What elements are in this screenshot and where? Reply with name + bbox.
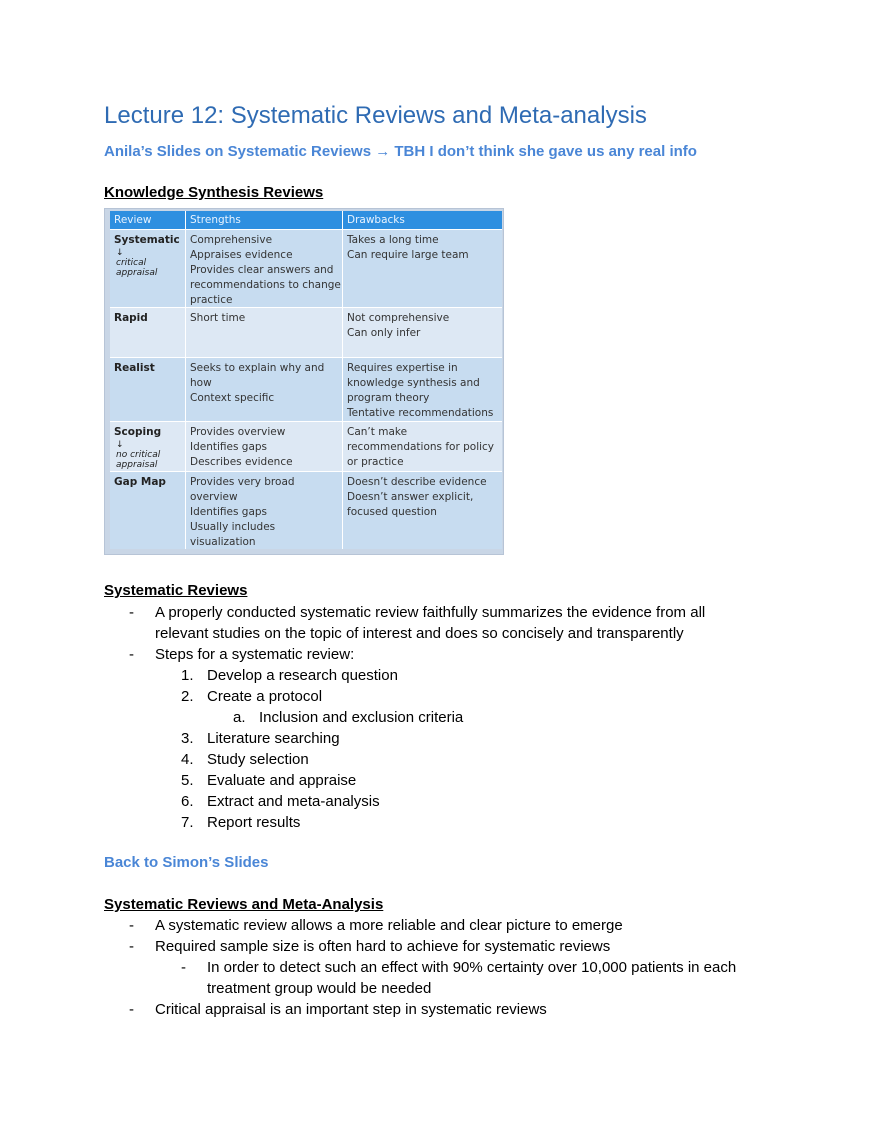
table-header-cell: Strengths xyxy=(185,211,342,229)
strengths-line: overview xyxy=(190,491,238,503)
drawbacks-line: Tentative recommendations xyxy=(347,407,494,419)
review-type-name: Scoping xyxy=(114,426,162,438)
table-row xyxy=(110,229,502,307)
strengths-line: Provides very broad xyxy=(190,476,295,488)
sub-bullet-text: In order to detect such an effect with 90% certainty over 10,000 patients in each xyxy=(207,959,737,976)
strengths-line: Usually includes xyxy=(190,521,276,533)
strengths-cell xyxy=(185,308,342,357)
review-type-cell xyxy=(110,472,185,549)
strengths-line: how xyxy=(190,377,212,389)
strengths-line: Identifies gaps xyxy=(190,506,268,518)
subtitle: Anila’s Slides on Systematic Reviews → TBH I don’t think she gave us any real info xyxy=(104,143,697,160)
step-text: Develop a research question xyxy=(207,667,398,684)
back-to-simon-link[interactable]: Back to Simon’s Slides xyxy=(104,854,269,871)
knowledge-synthesis-heading: Knowledge Synthesis Reviews xyxy=(104,184,324,201)
strengths-line: Provides clear answers and xyxy=(190,264,334,276)
strengths-line: Comprehensive xyxy=(190,234,273,246)
review-type-name: Gap Map xyxy=(114,476,166,488)
knowledge-synthesis-table xyxy=(104,208,504,555)
strengths-cell xyxy=(185,230,342,307)
strengths-cell xyxy=(185,472,342,549)
step-number: 2. xyxy=(181,688,194,705)
handwritten-note: ↓ xyxy=(116,440,124,450)
strengths-line: visualization xyxy=(190,536,256,548)
strengths-line: Short time xyxy=(190,312,246,324)
drawbacks-line: Can require large team xyxy=(347,249,469,261)
strengths-line: Identifies gaps xyxy=(190,441,268,453)
drawbacks-line: program theory xyxy=(347,392,430,404)
page-title: Lecture 12: Systematic Reviews and Meta-analysis xyxy=(104,102,647,129)
step-text: Literature searching xyxy=(207,730,340,747)
drawbacks-line: Can only infer xyxy=(347,327,421,339)
bullet-text: A systematic review allows a more reliable and clear picture to emerge xyxy=(155,917,623,934)
table-row xyxy=(110,421,502,471)
meta-analysis-heading: Systematic Reviews and Meta-Analysis xyxy=(104,896,384,913)
bullet-dash: - xyxy=(129,646,134,663)
review-type-name: Systematic xyxy=(114,234,180,246)
handwritten-note: ↓ xyxy=(116,248,124,258)
strengths-line: Seeks to explain why and xyxy=(190,362,325,374)
drawbacks-line: Can’t make xyxy=(347,426,408,438)
review-type-cell xyxy=(110,230,185,307)
handwritten-note: appraisal xyxy=(116,460,158,470)
step-number: 7. xyxy=(181,814,194,831)
table-header-row xyxy=(110,211,502,229)
review-type-name: Rapid xyxy=(114,312,148,324)
drawbacks-line: Doesn’t describe evidence xyxy=(347,476,487,488)
sub-bullet-text-continued: treatment group would be needed xyxy=(207,980,432,997)
step-text: Study selection xyxy=(207,751,309,768)
drawbacks-line: Doesn’t answer explicit, xyxy=(347,491,474,503)
bullet-dash: - xyxy=(129,938,134,955)
table-row xyxy=(110,471,502,549)
strengths-line: Describes evidence xyxy=(190,456,293,468)
systematic-reviews-heading: Systematic Reviews xyxy=(104,582,248,599)
bullet-text-continued: relevant studies on the topic of interest and does so concisely and transparently xyxy=(155,625,684,642)
strengths-line: Context specific xyxy=(190,392,275,404)
bullet-text: Steps for a systematic review: xyxy=(155,646,355,663)
step-number: 6. xyxy=(181,793,194,810)
review-type-cell xyxy=(110,422,185,471)
strengths-cell xyxy=(185,358,342,421)
step-number: 3. xyxy=(181,730,194,747)
drawbacks-line: or practice xyxy=(347,456,404,468)
strengths-cell xyxy=(185,422,342,471)
review-type-cell xyxy=(110,308,185,357)
bullet-text: Critical appraisal is an important step in systematic reviews xyxy=(155,1001,547,1018)
step-number: 4. xyxy=(181,751,194,768)
bullet-dash: - xyxy=(129,604,134,621)
substep-letter: a. xyxy=(233,709,246,726)
review-type-cell xyxy=(110,358,185,421)
handwritten-note: critical xyxy=(116,258,147,268)
drawbacks-line: focused question xyxy=(347,506,437,518)
bullet-dash: - xyxy=(129,917,134,934)
step-text: Extract and meta-analysis xyxy=(207,793,380,810)
step-text: Report results xyxy=(207,814,301,831)
step-text: Create a protocol xyxy=(207,688,323,705)
drawbacks-line: knowledge synthesis and xyxy=(347,377,480,389)
table-row xyxy=(110,357,502,421)
strengths-line: Provides overview xyxy=(190,426,286,438)
strengths-line: Appraises evidence xyxy=(190,249,293,261)
step-text: Evaluate and appraise xyxy=(207,772,357,789)
strengths-line: practice xyxy=(190,294,233,306)
drawbacks-line: Requires expertise in xyxy=(347,362,458,374)
drawbacks-line: Takes a long time xyxy=(347,234,439,246)
drawbacks-cell xyxy=(342,472,502,549)
table-header-cell: Drawbacks xyxy=(342,211,502,229)
strengths-line: recommendations to change xyxy=(190,279,341,291)
drawbacks-cell xyxy=(342,358,502,421)
sub-bullet-dash: - xyxy=(181,959,186,976)
table-row xyxy=(110,307,502,357)
substep-text: Inclusion and exclusion criteria xyxy=(259,709,464,726)
drawbacks-cell xyxy=(342,308,502,357)
drawbacks-cell xyxy=(342,422,502,471)
bullet-text: Required sample size is often hard to achieve for systematic reviews xyxy=(155,938,611,955)
drawbacks-line: recommendations for policy xyxy=(347,441,495,453)
bullet-dash: - xyxy=(129,1001,134,1018)
table-header-cell: Review xyxy=(110,211,185,229)
handwritten-note: appraisal xyxy=(116,268,158,278)
step-number: 5. xyxy=(181,772,194,789)
drawbacks-cell xyxy=(342,230,502,307)
drawbacks-line: Not comprehensive xyxy=(347,312,450,324)
step-number: 1. xyxy=(181,667,194,684)
bullet-text: A properly conducted systematic review faithfully summarizes the evidence from all xyxy=(155,604,706,621)
handwritten-note: no critical xyxy=(116,450,161,460)
review-type-name: Realist xyxy=(114,362,155,374)
